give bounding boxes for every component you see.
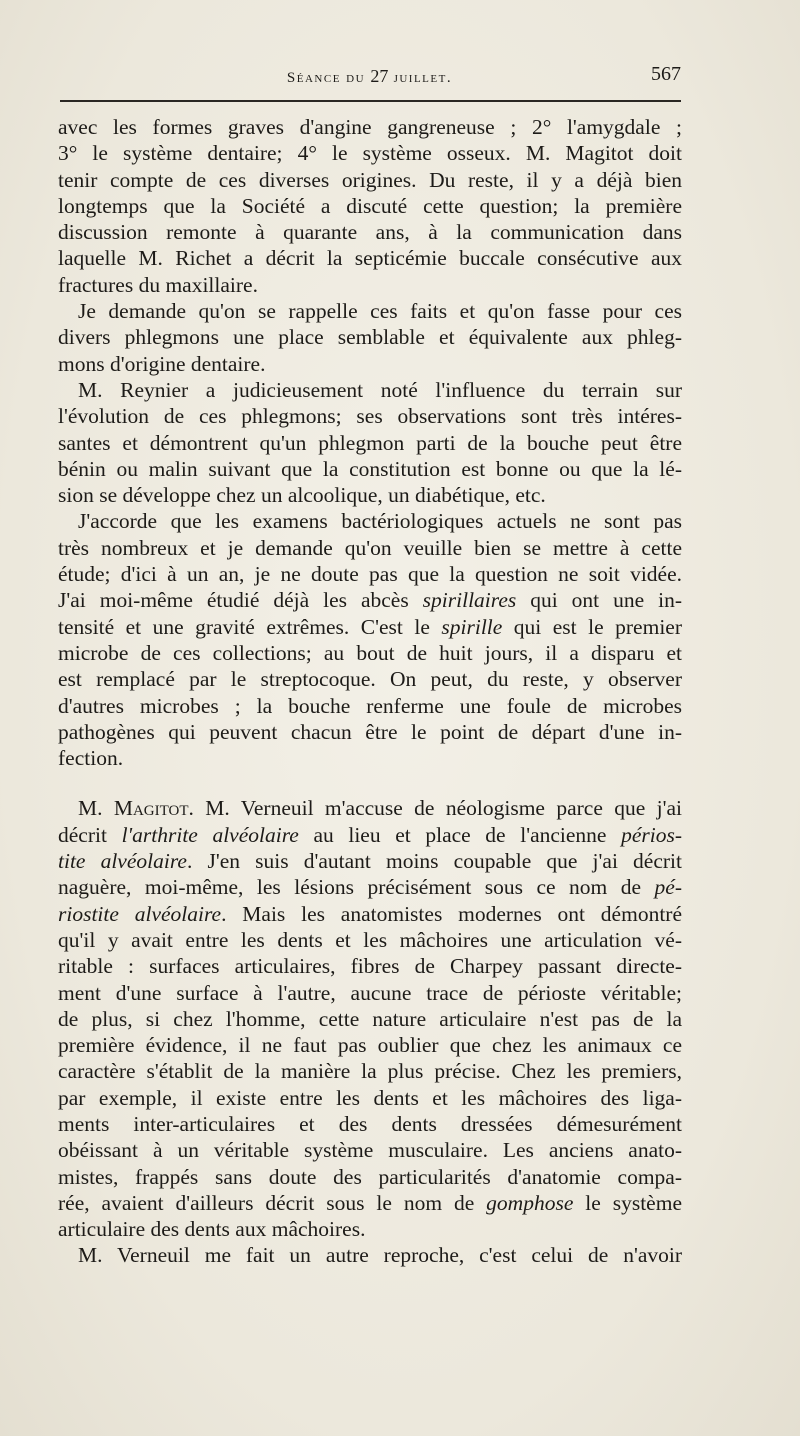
text-line (58, 822, 682, 848)
text-run: . Mais les anatomistes modernes ont démontré (221, 901, 682, 926)
text-run: le système (573, 1190, 682, 1215)
text-line (58, 614, 682, 640)
text-line: est remplacé par le streptocoque. On peut, du reste, y observer (58, 667, 682, 692)
text-line (58, 795, 682, 821)
running-title-date: 27 (370, 66, 389, 86)
text-line: par exemple, il existe entre les dents et les mâchoires des liga- (58, 1085, 682, 1110)
text-line: 3° le système dentaire; 4° le système osseux. M. Magitot doit (58, 141, 682, 166)
italic-term: l'arthrite alvéolaire (121, 822, 299, 847)
text-line (58, 587, 682, 613)
text-run: M. (78, 796, 114, 821)
text-run: . J'en suis d'autant moins coupable que j'ai décrit (186, 849, 682, 874)
text-line: obéissant à un véritable système musculaire. Les anciens anato- (58, 1138, 682, 1163)
text-run: décrit (58, 822, 122, 847)
text-line: microbe de ces collections; au bout de huit jours, il a disparu et (58, 640, 682, 665)
text-run: tensité et une gravité extrêmes. C'est le (58, 614, 442, 639)
italic-term: périos- (621, 822, 682, 847)
text-run: . M. Verneuil m'accuse de néologisme parce que j'ai (188, 796, 682, 821)
text-line: ment d'une surface à l'autre, aucune trace de périoste véritable; (58, 980, 682, 1005)
text-line: pathogènes qui peuvent chacun être le point de départ d'une in- (58, 719, 682, 744)
text-line: M. Verneuil me fait un autre reproche, c'est celui de n'avoir (78, 1243, 682, 1268)
text-line (58, 1190, 682, 1216)
text-line: de plus, si chez l'homme, cette nature articulaire n'est pas de la (58, 1006, 682, 1031)
text-run: rée, avaient d'ailleurs décrit sous le nom de (58, 1190, 487, 1215)
text-line: avec les formes graves d'angine gangreneuse ; 2° l'amygdale ; (58, 115, 682, 139)
text-run: qui ont une in- (516, 588, 683, 613)
header-rule (60, 100, 681, 102)
text-line: tenir compte de ces diverses origines. Du reste, il y a déjà bien (58, 167, 682, 192)
italic-term: spirille (441, 614, 503, 639)
text-line: fractures du maxillaire. (58, 272, 258, 297)
text-line: bénin ou malin suivant que la constitution est bonne ou que la lé- (58, 456, 682, 481)
text-line: étude; d'ici à un an, je ne doute pas que la question ne soit vidée. (58, 562, 682, 587)
text-line (58, 848, 682, 874)
text-line (58, 901, 682, 927)
text-line: discussion remonte à quarante ans, à la communication dans (58, 220, 682, 245)
speaker-name: Magitot (113, 796, 189, 821)
running-title (58, 66, 681, 87)
page-number: 567 (651, 63, 681, 85)
text-line: très nombreux et je demande qu'on veuille bien se mettre à cette (58, 535, 682, 560)
text-line: ments inter-articulaires et des dents dressées démesurément (58, 1111, 682, 1136)
text-line: Je demande qu'on se rappelle ces faits et qu'on fasse pour ces (78, 299, 682, 324)
text-run: naguère, moi-même, les lésions précisément sous ce nom de (58, 875, 655, 900)
text-line (58, 874, 682, 900)
italic-term: pé- (654, 875, 682, 900)
text-line: M. Reynier a judicieusement noté l'influence du terrain sur (78, 377, 682, 402)
text-line: divers phlegmons une place semblable et équivalente aux phleg- (58, 325, 682, 350)
text-line: longtemps que la Société a discuté cette question; la première (58, 193, 682, 218)
italic-term: gomphose (486, 1190, 574, 1215)
text-line: l'évolution de ces phlegmons; ses observations sont très intéres- (58, 404, 682, 429)
italic-term: spirillaires (422, 588, 517, 613)
text-run: au lieu et place de l'ancienne (298, 822, 622, 847)
text-line: ritable : surfaces articulaires, fibres de Charpey passant directe- (58, 954, 682, 979)
text-line: J'accorde que les examens bactériologiques actuels ne sont pas (78, 509, 682, 534)
text-line: fection. (58, 746, 124, 771)
running-title-pre: Séance du (286, 70, 371, 86)
text-line: laquelle M. Richet a décrit la septicémie buccale consécutive aux (58, 246, 682, 271)
text-run: qui est le premier (502, 614, 682, 639)
running-title-post: juillet. (388, 70, 453, 86)
text-line: santes et démontrent qu'un phlegmon parti de la bouche peut être (58, 430, 682, 455)
text-line: qu'il y avait entre les dents et les mâchoires une articulation vé- (58, 927, 682, 952)
text-line: mistes, frappés sans doute des particularités d'anatomie compa- (58, 1164, 682, 1189)
body-text (58, 114, 682, 1269)
text-run: J'ai moi-même étudié déjà les abcès (58, 588, 423, 613)
text-line: articulaire des dents aux mâchoires. (58, 1217, 366, 1242)
text-line: d'autres microbes ; la bouche renferme une foule de microbes (58, 693, 682, 718)
text-line: mons d'origine dentaire. (58, 351, 266, 376)
italic-term: riostite alvéolaire (58, 901, 222, 926)
text-line: sion se développe chez un alcoolique, un diabétique, etc. (58, 483, 546, 508)
italic-term: tite alvéolaire (58, 849, 187, 874)
text-line: caractère s'établit de la manière la plus précise. Chez les premiers, (58, 1059, 682, 1084)
page-header (58, 62, 681, 94)
text-line: première évidence, il ne faut pas oublier que chez les animaux ce (58, 1033, 682, 1058)
paragraph-gap (58, 771, 682, 795)
